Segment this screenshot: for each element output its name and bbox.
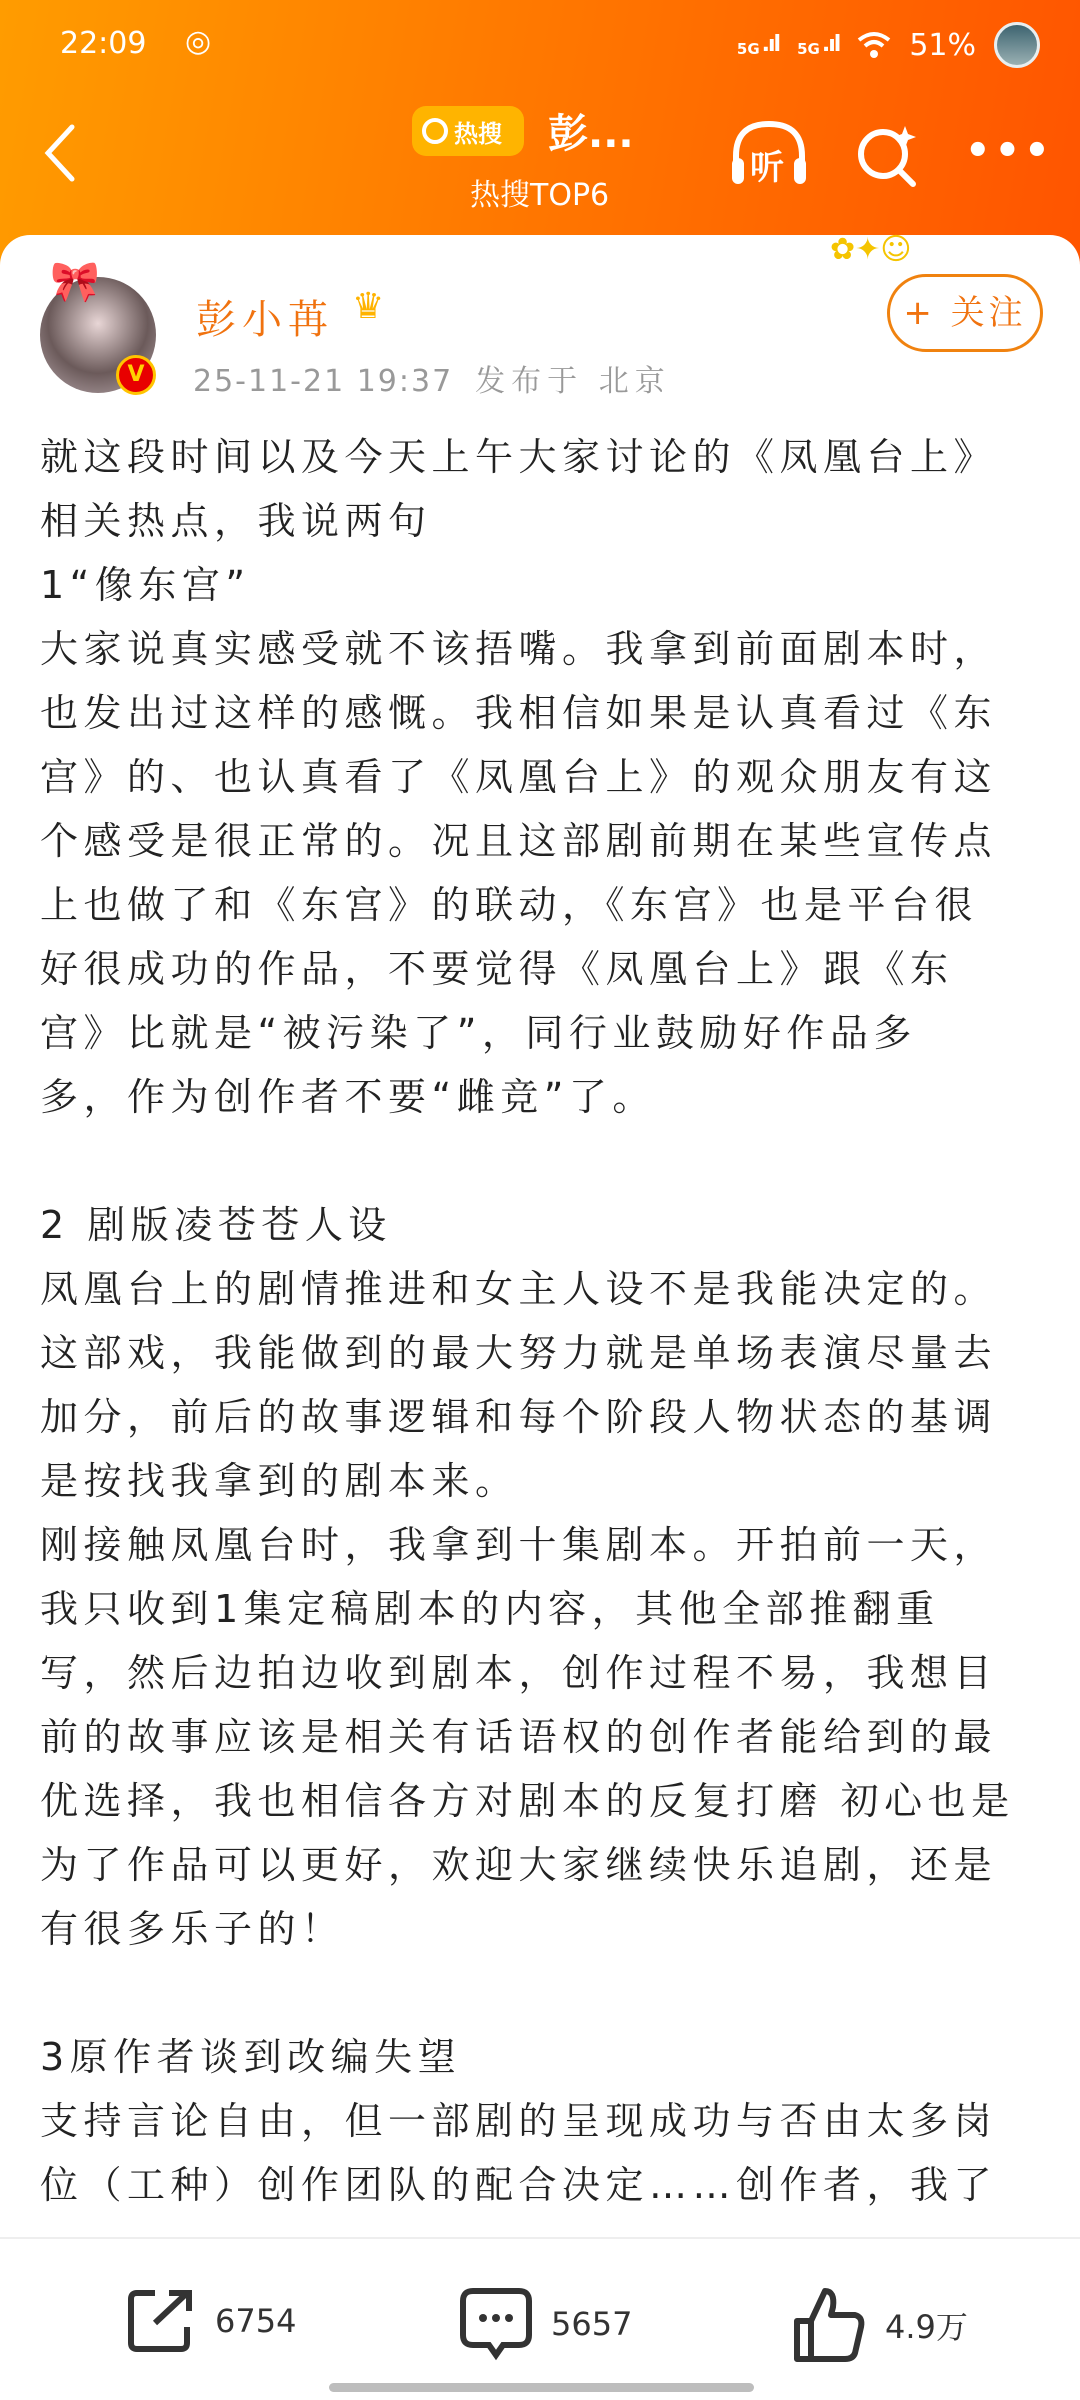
blank-line (40, 1129, 1050, 1193)
post-text-line: 1“像东宫” (40, 563, 251, 607)
post-meta (193, 356, 671, 400)
post-text-line: 是按找我拿到的剧本来。 (40, 1459, 519, 1503)
post-text-line: 宫》的、也认真看了《凤凰台上》的观众朋友有这 (40, 755, 998, 799)
page-title: 彭... (548, 111, 634, 157)
search-icon[interactable] (855, 120, 921, 190)
post-text-line: 3原作者谈到改编失望 (40, 2035, 462, 2079)
signal-icon: 5G .ıl (736, 32, 780, 58)
post-text-line: 多，作为创作者不要“雌竞”了。 (40, 1075, 656, 1119)
crown-icon: ♛ (352, 286, 385, 327)
back-arrow-icon[interactable] (38, 123, 82, 183)
action-bar (0, 2237, 1080, 2400)
author-name[interactable]: 彭小苒 (196, 297, 334, 343)
decoration-sticker-icon: ✿✦☺ (830, 232, 912, 267)
status-time: 22:09 (60, 26, 147, 61)
signal-icon: 5G .ıl (797, 32, 840, 58)
post-text-line: 好很成功的作品，不要觉得《凤凰台上》跟《东 (40, 947, 954, 991)
post-text-line: 优选择，我也相信各方对剧本的反复打磨 初心也是 (40, 1779, 1015, 1823)
post-text-line: 位（工种）创作团队的配合决定……创作者，我了 (40, 2163, 998, 2207)
post-text-line: 上也做了和《东宫》的联动，《东宫》也是平台很 (40, 883, 979, 927)
hot-search-badge[interactable] (412, 106, 524, 156)
hot-rank-subtitle[interactable]: 热搜TOP6 (470, 178, 610, 213)
post-location: 发布于 北京 (475, 364, 671, 399)
thumbs-up-icon (793, 2287, 867, 2363)
post-text-line: 刚接触凤凰台时，我拿到十集剧本。开拍前一天， (40, 1523, 998, 1567)
post-text-line: 大家说真实感受就不该捂嘴。我拿到前面剧本时， (40, 627, 998, 671)
repost-count: 6754 (215, 2302, 297, 2340)
hot-badge-label: 热搜 (454, 119, 502, 148)
post-text-line: 也发出过这样的感慨。我相信如果是认真看过《东 (40, 691, 998, 735)
post-text-line: 支持言论自由，但一部剧的呈现成功与否由太多岗 (40, 2099, 998, 2143)
post-text-line: 个感受是很正常的。况且这部剧前期在某些宣传点 (40, 819, 998, 863)
more-options-icon[interactable]: ••• (965, 128, 1054, 174)
listen-label: 听 (750, 148, 784, 188)
post-text-line: 就这段时间以及今天上午大家讨论的《凤凰台上》 (40, 435, 998, 479)
battery-level: 51% (909, 27, 976, 63)
comment-button[interactable] (459, 2287, 632, 2361)
verified-badge: V (116, 355, 156, 395)
comment-count: 5657 (551, 2305, 633, 2343)
home-indicator[interactable] (329, 2383, 754, 2392)
post-text-line: 凤凰台上的剧情推进和女主人设不是我能决定的。 (40, 1267, 998, 1311)
system-avatar (994, 22, 1040, 68)
signal-2-label: 5G (797, 40, 820, 58)
search-icon (422, 118, 448, 144)
post-text-line: 前的故事应该是相关有话语权的创作者能给到的最 (40, 1715, 998, 1759)
post-text-line: 我只收到1集定稿剧本的内容，其他全部推翻重 (40, 1587, 940, 1631)
bow-decoration-icon: 🎀 (50, 259, 100, 305)
post-text-line: 有很多乐子的！ (40, 1907, 345, 1951)
blank-line (40, 1961, 1050, 2025)
follow-button[interactable]: + 关注 (887, 274, 1043, 352)
wifi-icon (857, 30, 891, 60)
signal-1-label: 5G (736, 40, 760, 58)
post-body (40, 425, 1050, 2217)
post-text-line: 这部戏，我能做到的最大努力就是单场表演尽量去 (40, 1331, 998, 1375)
like-button[interactable] (793, 2287, 968, 2363)
share-icon (125, 2287, 197, 2355)
post-text-line: 加分，前后的故事逻辑和每个阶段人物状态的基调 (40, 1395, 998, 1439)
repost-button[interactable] (125, 2287, 296, 2355)
post-text-line: 2 剧版凌苍苍人设 (40, 1203, 392, 1247)
post-text-line: 为了作品可以更好，欢迎大家继续快乐追剧，还是 (40, 1843, 998, 1887)
post-text-line: 相关热点，我说两句 (40, 499, 432, 543)
post-timestamp: 25-11-21 19:37 (193, 364, 454, 399)
post-text-line: 写，然后边拍边收到剧本，创作过程不易，我想目 (40, 1651, 998, 1695)
listen-headphones-icon[interactable] (728, 118, 810, 188)
like-count: 4.9万 (885, 2308, 968, 2346)
comment-icon (459, 2287, 533, 2361)
status-bar (60, 22, 1040, 72)
weibo-notification-icon: ◎ (185, 24, 212, 59)
post-text-line: 宫》比就是“被污染了”，同行业鼓励好作品多 (40, 1011, 917, 1055)
